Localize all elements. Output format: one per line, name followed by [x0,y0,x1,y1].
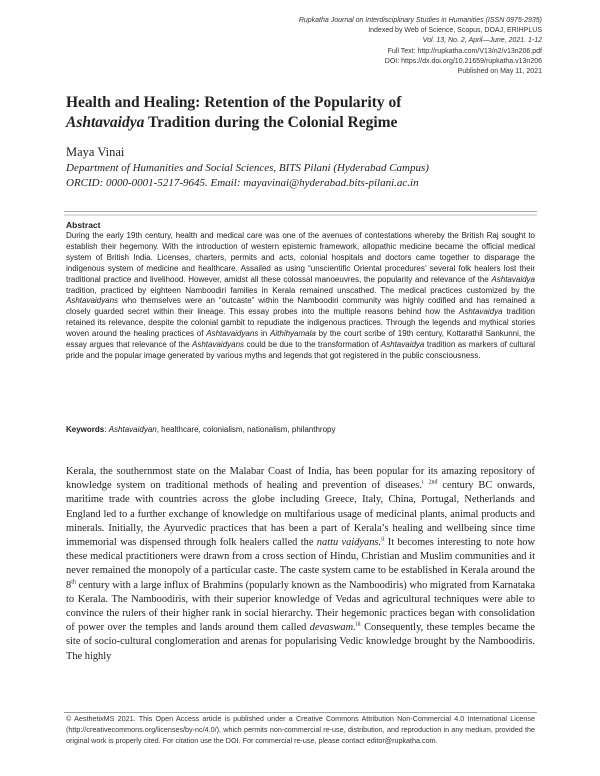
published-date: Published on May 11, 2021 [457,68,542,76]
keywords-rest: , healthcare, colonialism, nationalism, philanthropy [156,425,336,434]
keywords-line [66,425,535,434]
fulltext-link[interactable]: Full Text: http://rupkatha.com/V13/n2/v13n206.pdf [387,47,542,55]
body-span: Consequently, these temples became the site of socio-cultural conglomeration and arenas for popularising Vedic knowledge brought by the Namboodiris. The highly [66,622,535,662]
abstract-italic: Ashtavaidya [458,307,503,317]
title-line-1: Health and Healing: Retention of the Popularity of [66,94,402,111]
abstract-heading: Abstract [66,220,101,230]
ordinal-sup: th [71,579,76,586]
indexing-info: Indexed by Web of Science, Scopus, DOAJ, ERIHPLUS [368,27,542,35]
abstract-shade [64,214,537,216]
abstract-span: tradition, practiced by eighteen Namboodiri families in Kerala remained unscathed. The medical practices customized by the [66,285,535,295]
body-span: It becomes interesting to note how these medical practitioners were drawn from a cross section of Hindu, Christian and Muslim communities and it never remained the monopoly of a particular caste. The caste system came to be established in Kerala around the 8 [66,537,535,591]
author-orcid-email: ORCID: 0000-0001-5217-9645. Email: mayavinai@hyderabad.bits-pilani.ac.in [66,177,419,189]
journal-title: Rupkatha Journal on Interdisciplinary Studies in Humanities (ISSN 0975-2935) [298,17,542,24]
body-span: century BC onwards, maritime trade with countries across the globe including Greece, Italy, China, Portugal, Netherlands and England led to a further exchange of knowledge on multifarious usage of medicinal plants, animal products and minerals. Initially, the Ayurvedic practices that has been a part of Kerala’s healing and wellbeing since time immemorial was dispensed through folk healers called the [66,480,535,549]
abstract-italic: Ashtavaidyans [66,296,119,306]
endnote-ref[interactable]: i [421,479,424,486]
abstract-italic: Aithihyamala [270,329,316,339]
author-affiliation-block [66,161,536,191]
license-footer: © AesthetixMS 2021. This Open Access article is published under a Creative Commons Attribution Non-Commercial 4.0 International License (http://creativecommons.org/licenses/by-nc/4.0/), which permits non-commercial re-use, distribution, and reproduction in any medium, provided the original work is properly cited. For citation use the DOI. For commercial re-use, please contact editor@rupkatha.com. [66,714,535,745]
abstract-italic: Ashtavaidya [491,274,535,284]
title-line-2 [66,113,536,133]
body-italic: devaswam. [309,622,356,634]
volume-info: Vol. 13, No. 2, April—June, 2021. 1-12 [422,37,542,45]
abstract-italic: Ashtavaidyans [206,329,259,339]
body-span: century with a large influx of Brahmins (popularly known as the Namboodiris) who migrated from Karnataka to Kerala. The Namboodiris, with their superior knowledge of Vedas and agricultural techniques were able to convince the rulers of their higher rank in social hierarchy. Their hegemonic practices began with consolidation of power over the temples and lands around them called [66,579,535,634]
title-italic-term: Ashtavaidya [66,114,145,131]
title-line-2-rest: Tradition during the Colonial Regime [144,114,398,131]
doi-link[interactable]: DOI: https://dx.doi.org/10.21659/rupkatha.v13n206 [384,57,542,65]
abstract-span: by the court scribe of 19th century, Kottarathil Sankunni, the essay argues that relevance of the [66,329,536,350]
keywords-label: Keywords [66,425,105,434]
abstract-span: could be due to the transformation of [244,340,381,350]
abstract-span: in [258,329,271,339]
body-text [66,465,535,664]
abstract-span: tradition retained its relevance, despite the colonial gambit to repudiate the indigenous practices. Through the legends and mythical stories woven around the healing practices of [66,307,535,339]
abstract-italic: Ashtavaidyans [192,340,245,350]
abstract-text [66,231,535,362]
endnote-ref[interactable]: iii [355,621,361,628]
paper-title [66,93,536,133]
abstract-span: During the early 19th century, health and medical care was one of the avenues of contestations whereby the British Raj sought to establish their hegemony. With the introduction of western epistemic framework, allopathic medicine became the official medical system of British India. Licenses, charters, permits and acts, colonial hospitals and doctors came together to disparage the indigenous system of medicine and healthcare. Assailed as using “unscientific Oriental procedures’ several folk healers lost their traditional practice and livelihood. However, amidst all these colossal manoeuvres, the popularity and relevance of the [66,231,535,284]
body-span: Kerala, the southernmost state on the Malabar Coast of India, has been popular for its amazing repository of knowledge system on traditional methods of healing and prevention of diseases. [66,466,535,492]
ordinal-sup: 2nd [428,479,438,486]
abstract-span: tradition as markers of cultural pride and the popular image generated by various myths and legends that got registered in the public consciousness. [66,340,536,360]
author-affiliation: Department of Humanities and Social Sciences, BITS Pilani (Hyderabad Campus) [66,162,429,174]
keyword-italic: Ashtavaidyan [108,425,157,434]
endnote-ref[interactable]: ii [381,536,385,543]
abstract-span: who themselves were an “outcaste” within the Namboodiri community was highly codified and has remained a closely guarded secret within their lineage. This essay probes into the multiple reasons behind how the [66,296,535,317]
abstract-italic: Ashtavaidya [380,340,425,350]
journal-header [102,16,542,77]
footer-rule [64,712,537,713]
author-name: Maya Vinai [66,145,125,159]
abstract-top-rule [64,211,537,212]
body-italic: nattu vaidyans. [316,537,382,549]
keywords-colon: : [104,425,109,434]
